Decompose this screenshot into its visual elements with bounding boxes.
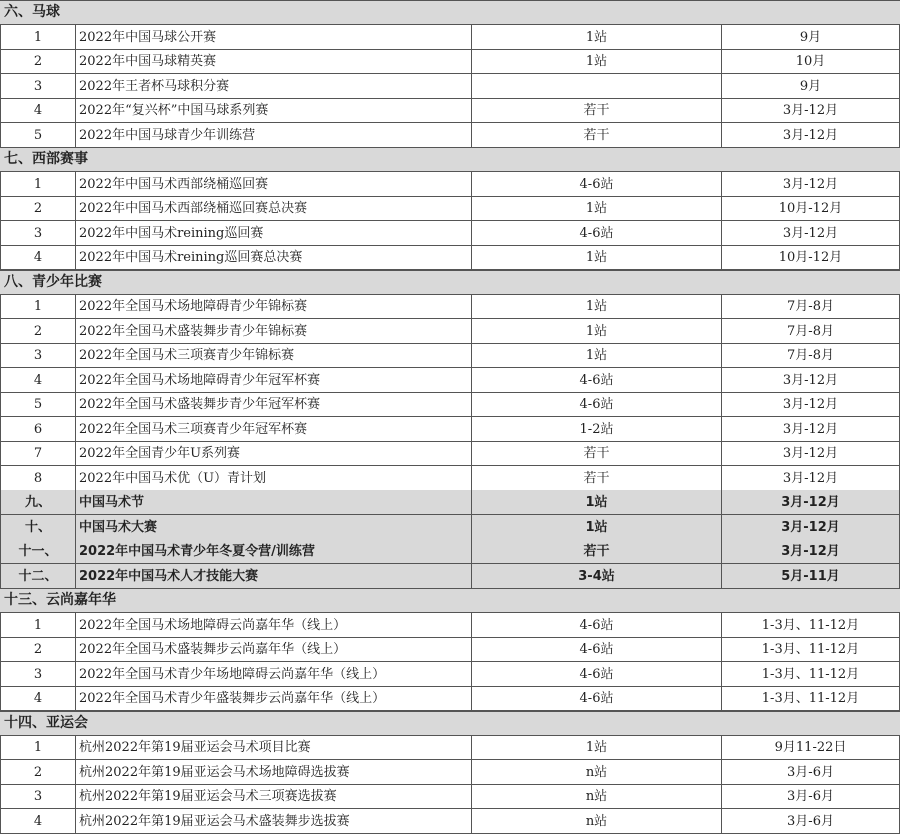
table-row — [0, 735, 900, 760]
highlight-row — [0, 490, 900, 515]
period-cell: 3月-12月 — [722, 417, 900, 442]
period-cell: 1-3月、11-12月 — [722, 662, 900, 687]
period-cell: 1-3月、11-12月 — [722, 686, 900, 711]
event-name-cell: 2022年全国马术场地障碍云尚嘉年华（线上） — [76, 613, 472, 638]
table-row — [0, 221, 900, 246]
stations-cell: 4-6站 — [472, 368, 722, 393]
section-heading: 七、西部赛事 — [0, 147, 900, 172]
event-name-cell: 中国马术节 — [76, 490, 472, 515]
row-number-cell: 4 — [0, 809, 76, 834]
period-cell: 3月-12月 — [722, 368, 900, 393]
table-row — [0, 49, 900, 74]
row-number-cell: 1 — [0, 294, 76, 319]
period-cell: 7月-8月 — [722, 343, 900, 368]
period-cell: 5月-11月 — [722, 564, 900, 589]
row-number-cell: 3 — [0, 662, 76, 687]
row-number-cell: 九、 — [0, 490, 76, 515]
period-cell: 3月-12月 — [722, 515, 900, 540]
period-cell: 9月11-22日 — [722, 735, 900, 760]
event-name-cell: 2022年中国马球公开赛 — [76, 25, 472, 50]
period-cell: 7月-8月 — [722, 319, 900, 344]
stations-cell: 4-6站 — [472, 613, 722, 638]
table-row — [0, 784, 900, 809]
table-row — [0, 686, 900, 711]
event-name-cell: 杭州2022年第19届亚运会马术盛装舞步选拔赛 — [76, 809, 472, 834]
table-row — [0, 245, 900, 270]
row-number-cell: 1 — [0, 613, 76, 638]
table-row — [0, 123, 900, 148]
stations-cell: 4-6站 — [472, 662, 722, 687]
table-row — [0, 98, 900, 123]
period-cell: 3月-12月 — [722, 392, 900, 417]
stations-cell: 1站 — [472, 490, 722, 515]
period-cell: 10月-12月 — [722, 196, 900, 221]
section-heading: 十三、云尚嘉年华 — [0, 588, 900, 613]
stations-cell: 1站 — [472, 25, 722, 50]
stations-cell: 1站 — [472, 196, 722, 221]
table-row — [0, 637, 900, 662]
stations-cell: 1-2站 — [472, 417, 722, 442]
period-cell: 9月 — [722, 25, 900, 50]
table-row — [0, 466, 900, 491]
stations-cell: 若干 — [472, 466, 722, 491]
row-number-cell: 2 — [0, 49, 76, 74]
row-number-cell: 十二、 — [0, 564, 76, 589]
period-cell: 1-3月、11-12月 — [722, 613, 900, 638]
row-number-cell: 5 — [0, 123, 76, 148]
event-name-cell: 2022年“复兴杯”中国马球系列赛 — [76, 98, 472, 123]
section-heading: 六、马球 — [0, 0, 900, 25]
period-cell: 7月-8月 — [722, 294, 900, 319]
period-cell: 10月 — [722, 49, 900, 74]
stations-cell: 若干 — [472, 123, 722, 148]
row-number-cell: 4 — [0, 245, 76, 270]
row-number-cell: 十、 — [0, 515, 76, 540]
table-row — [0, 25, 900, 50]
period-cell: 3月-12月 — [722, 172, 900, 197]
period-cell: 3月-6月 — [722, 784, 900, 809]
period-cell: 3月-12月 — [722, 466, 900, 491]
period-cell: 3月-12月 — [722, 123, 900, 148]
event-name-cell: 2022年中国马术青少年冬夏令营/训练营 — [76, 539, 472, 564]
period-cell: 3月-12月 — [722, 98, 900, 123]
event-name-cell: 2022年中国马术人才技能大赛 — [76, 564, 472, 589]
row-number-cell: 1 — [0, 735, 76, 760]
stations-cell: 若干 — [472, 98, 722, 123]
stations-cell: 若干 — [472, 441, 722, 466]
period-cell: 1-3月、11-12月 — [722, 637, 900, 662]
event-name-cell: 2022年全国马术盛装舞步云尚嘉年华（线上） — [76, 637, 472, 662]
table-row — [0, 809, 900, 834]
row-number-cell: 6 — [0, 417, 76, 442]
event-name-cell: 2022年中国马球精英赛 — [76, 49, 472, 74]
period-cell: 3月-12月 — [722, 441, 900, 466]
row-number-cell: 十一、 — [0, 539, 76, 564]
table-row — [0, 441, 900, 466]
highlight-row — [0, 539, 900, 564]
event-name-cell: 2022年中国马术reining巡回赛总决赛 — [76, 245, 472, 270]
event-name-cell: 2022年全国马术场地障碍青少年冠军杯赛 — [76, 368, 472, 393]
event-name-cell: 2022年全国马术青少年盛装舞步云尚嘉年华（线上） — [76, 686, 472, 711]
event-name-cell: 杭州2022年第19届亚运会马术三项赛选拔赛 — [76, 784, 472, 809]
period-cell: 3月-6月 — [722, 809, 900, 834]
event-name-cell: 杭州2022年第19届亚运会马术场地障碍选拔赛 — [76, 760, 472, 785]
stations-cell: 1站 — [472, 735, 722, 760]
table-row — [0, 172, 900, 197]
event-name-cell: 2022年全国马术三项赛青少年冠军杯赛 — [76, 417, 472, 442]
period-cell: 9月 — [722, 74, 900, 99]
table-row — [0, 196, 900, 221]
event-name-cell: 2022年中国马球青少年训练营 — [76, 123, 472, 148]
stations-cell: 4-6站 — [472, 392, 722, 417]
table-row — [0, 343, 900, 368]
stations-cell: 1站 — [472, 294, 722, 319]
event-name-cell: 2022年中国马术西部绕桶巡回赛 — [76, 172, 472, 197]
row-number-cell: 2 — [0, 319, 76, 344]
row-number-cell: 3 — [0, 221, 76, 246]
event-name-cell: 2022年全国马术青少年场地障碍云尚嘉年华（线上） — [76, 662, 472, 687]
table-row — [0, 760, 900, 785]
period-cell: 3月-12月 — [722, 221, 900, 246]
stations-cell: n站 — [472, 809, 722, 834]
table-row — [0, 74, 900, 99]
period-cell: 10月-12月 — [722, 245, 900, 270]
event-name-cell: 2022年全国马术盛装舞步青少年冠军杯赛 — [76, 392, 472, 417]
stations-cell: n站 — [472, 760, 722, 785]
stations-cell: 1站 — [472, 515, 722, 540]
event-name-cell: 2022年全国青少年U系列赛 — [76, 441, 472, 466]
section-heading: 八、青少年比赛 — [0, 270, 900, 295]
highlight-row — [0, 564, 900, 589]
stations-cell — [472, 74, 722, 99]
stations-cell: 3-4站 — [472, 564, 722, 589]
event-name-cell: 2022年中国马术优（U）青计划 — [76, 466, 472, 491]
table-row — [0, 294, 900, 319]
row-number-cell: 8 — [0, 466, 76, 491]
event-name-cell: 中国马术大赛 — [76, 515, 472, 540]
stations-cell: 4-6站 — [472, 637, 722, 662]
table-row — [0, 392, 900, 417]
row-number-cell: 4 — [0, 368, 76, 393]
table-row — [0, 417, 900, 442]
row-number-cell: 3 — [0, 74, 76, 99]
event-name-cell: 2022年中国马术西部绕桶巡回赛总决赛 — [76, 196, 472, 221]
event-name-cell: 杭州2022年第19届亚运会马术项目比赛 — [76, 735, 472, 760]
row-number-cell: 2 — [0, 196, 76, 221]
event-name-cell: 2022年王者杯马球积分赛 — [76, 74, 472, 99]
stations-cell: 1站 — [472, 49, 722, 74]
row-number-cell: 7 — [0, 441, 76, 466]
stations-cell: 1站 — [472, 343, 722, 368]
row-number-cell: 4 — [0, 686, 76, 711]
row-number-cell: 4 — [0, 98, 76, 123]
stations-cell: n站 — [472, 784, 722, 809]
stations-cell: 4-6站 — [472, 172, 722, 197]
stations-cell: 1站 — [472, 319, 722, 344]
row-number-cell: 2 — [0, 637, 76, 662]
event-name-cell: 2022年全国马术场地障碍青少年锦标赛 — [76, 294, 472, 319]
table-row — [0, 319, 900, 344]
period-cell: 3月-6月 — [722, 760, 900, 785]
row-number-cell: 3 — [0, 784, 76, 809]
row-number-cell: 1 — [0, 25, 76, 50]
row-number-cell: 3 — [0, 343, 76, 368]
row-number-cell: 1 — [0, 172, 76, 197]
stations-cell: 1站 — [472, 245, 722, 270]
stations-cell: 4-6站 — [472, 221, 722, 246]
period-cell: 3月-12月 — [722, 539, 900, 564]
highlight-row — [0, 515, 900, 540]
section-heading: 十四、亚运会 — [0, 711, 900, 736]
stations-cell: 4-6站 — [472, 686, 722, 711]
table-row — [0, 613, 900, 638]
event-name-cell: 2022年中国马术reining巡回赛 — [76, 221, 472, 246]
period-cell: 3月-12月 — [722, 490, 900, 515]
table-row — [0, 368, 900, 393]
table-row — [0, 662, 900, 687]
row-number-cell: 5 — [0, 392, 76, 417]
event-name-cell: 2022年全国马术三项赛青少年锦标赛 — [76, 343, 472, 368]
stations-cell: 若干 — [472, 539, 722, 564]
row-number-cell: 2 — [0, 760, 76, 785]
event-name-cell: 2022年全国马术盛装舞步青少年锦标赛 — [76, 319, 472, 344]
